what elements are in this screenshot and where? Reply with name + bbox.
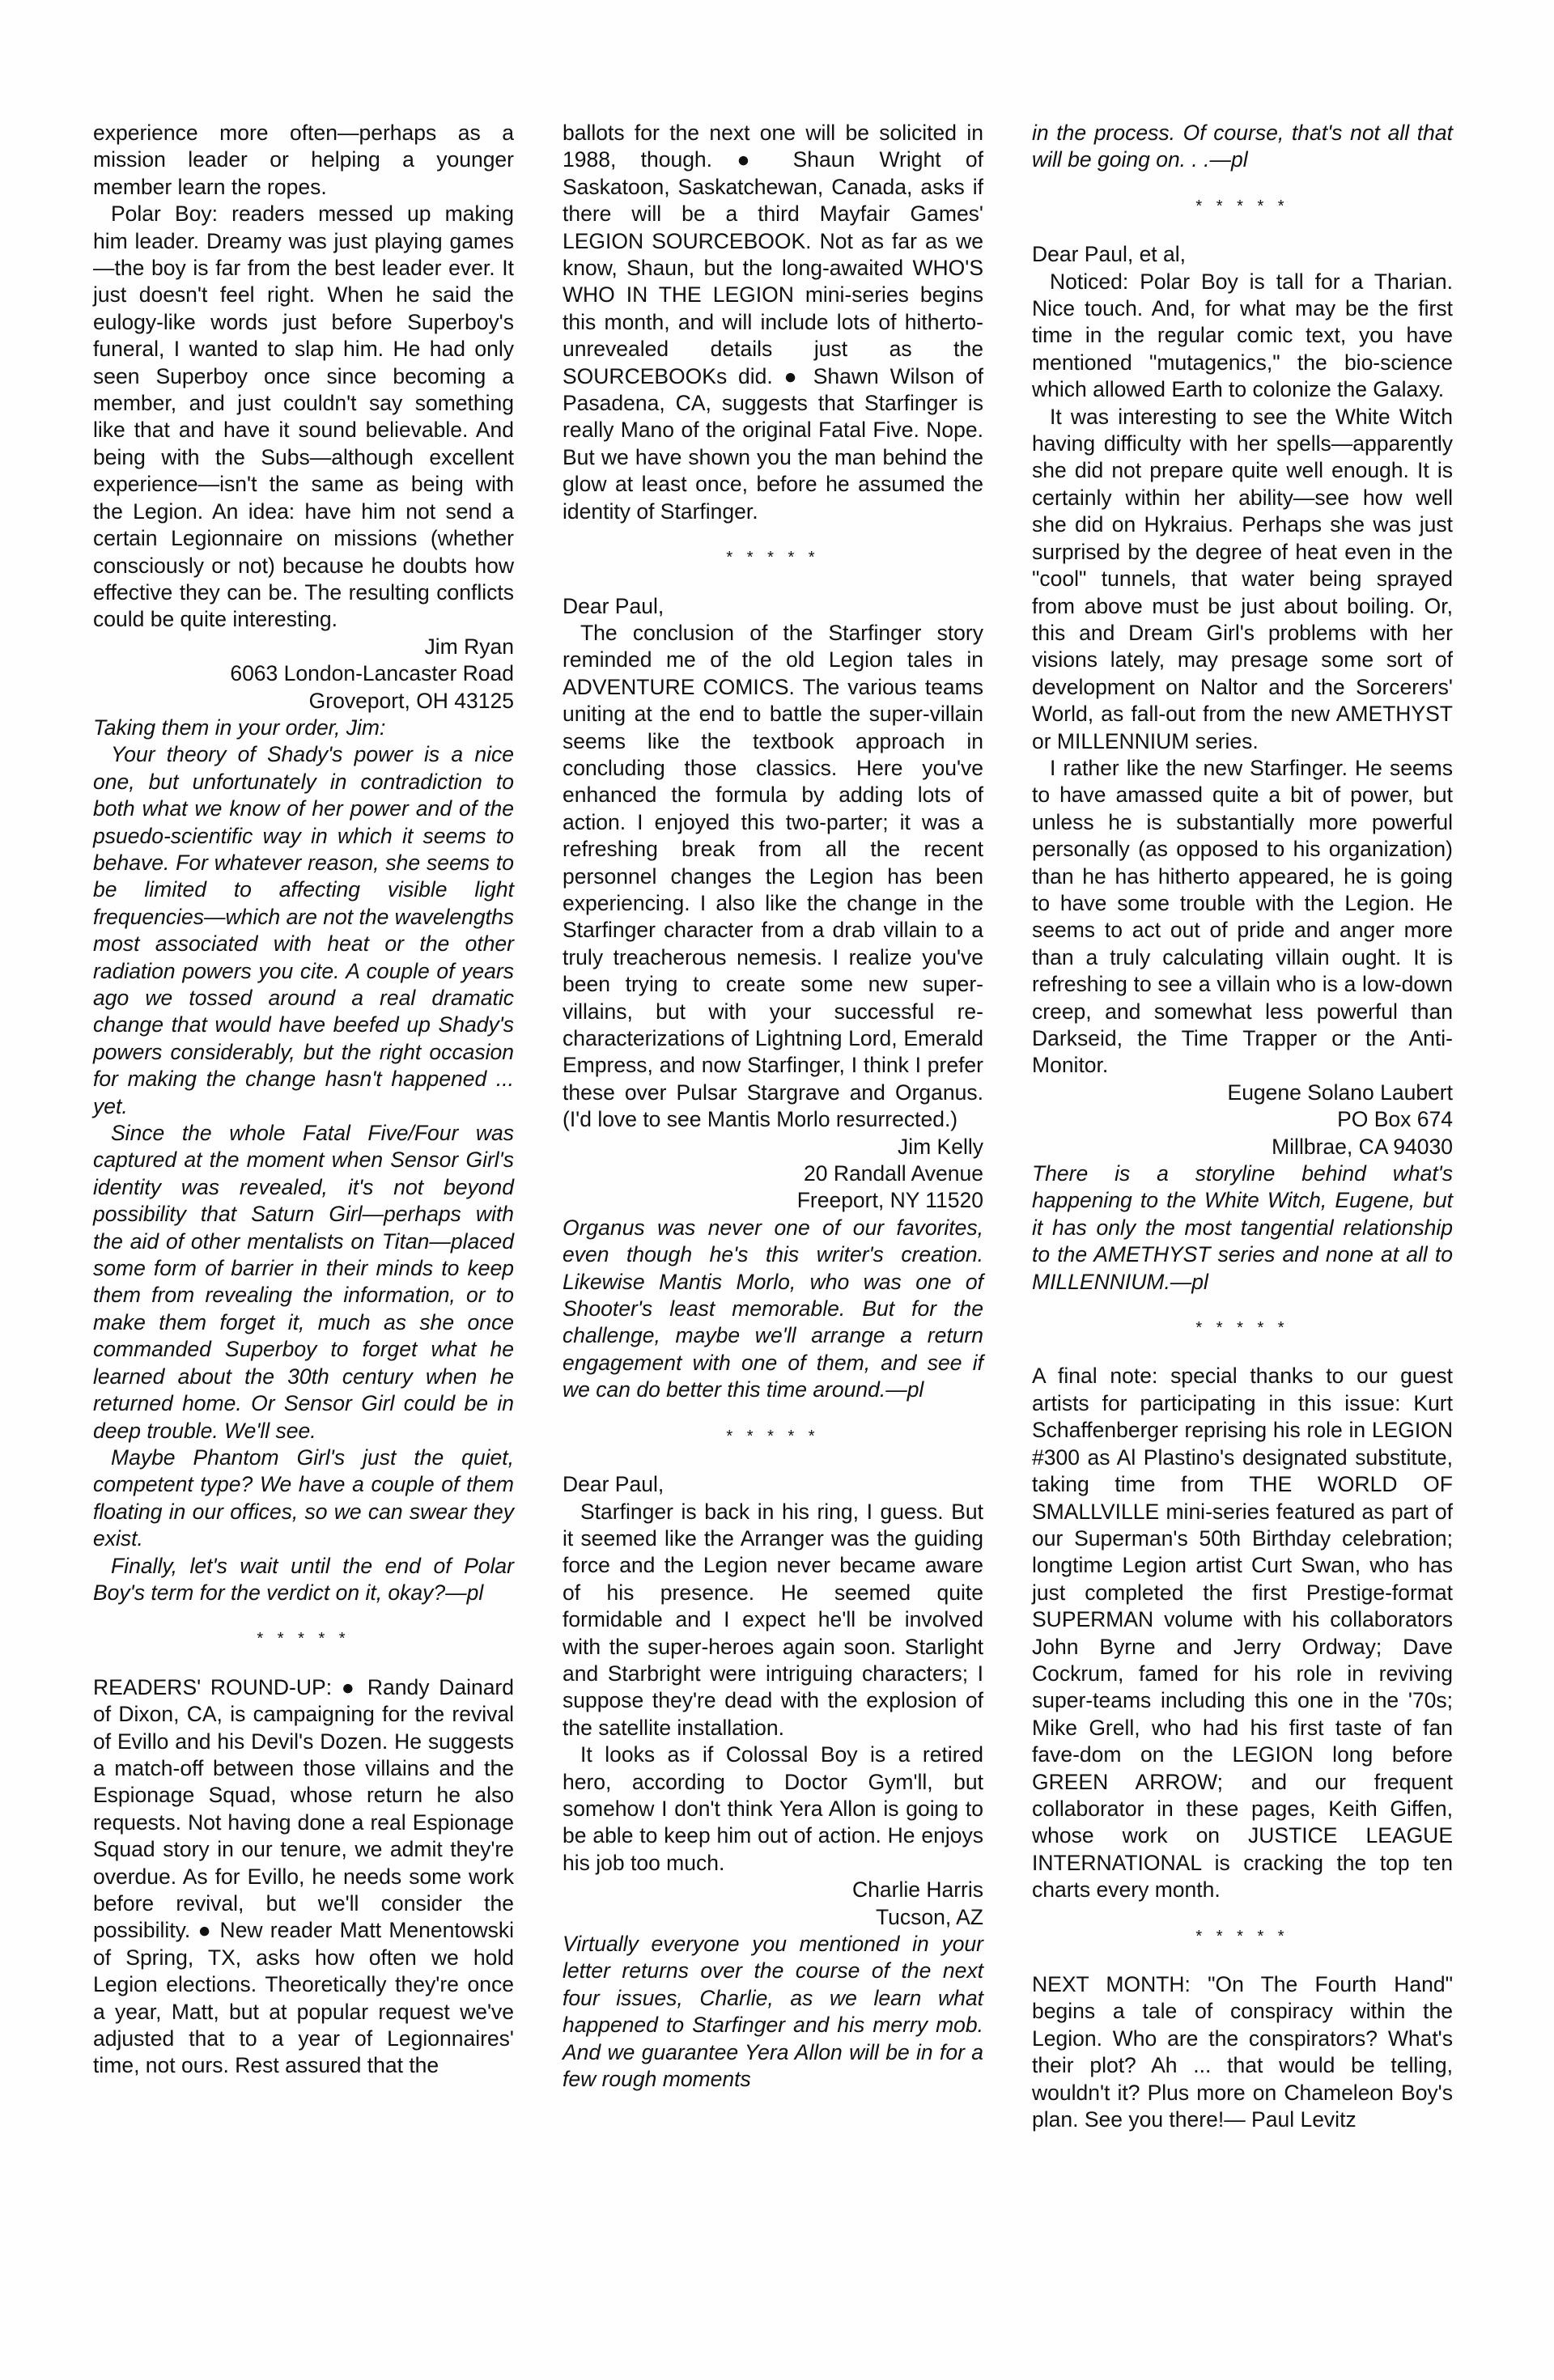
letter-paragraph: experience more often—perhaps as a mission leader or helping a younger member learn the ropes. — [93, 121, 514, 199]
next-month-blurb: NEXT MONTH: "On The Fourth Hand" begins a tale of conspiracy within the Legion. Who are the conspirators? What's their plot? Ah ... that would be telling, wouldn't it? Plus more on Chameleon Boy's plan. See you there!— Paul Levitz — [1032, 1972, 1453, 2132]
section-divider: * * * * * — [1195, 1927, 1289, 1945]
letter-paragraph: Noticed: Polar Boy is tall for a Tharian. Nice touch. And, for what may be the first time in the regular comic text, you have mentioned "mutagenics," the bio-science which allowed Earth to colonize the Galaxy. — [1032, 269, 1453, 402]
editor-reply: Virtually everyone you mentioned in your letter returns over the course of the next four issues, Charlie, as we learn what happened to Starfinger and his merry mob. And we guarantee Yera Allon will be in for a few rough moments — [563, 1932, 983, 2092]
readers-roundup: READERS' ROUND-UP: ● Randy Dainard of Dixon, CA, is campaigning for the revival of Evillo and his Devil's Dozen. He suggests a match-off between those villains and the Espionage Squad, whose return he also requests. Not having done a real Espionage Squad story in our tenure, we admit they're overdue. As for Evillo, he needs some work before revival, but we'll consider the possibility. ● New reader Matt Menentowski of Spring, TX, asks how often we hold Legion elections. Theoretically they're once a year, Matt, but at popular request we've adjusted that to a year of Legionnaires' time, not ours. Rest assured that the — [93, 1674, 514, 2078]
letter-signature-city: Tucson, AZ — [875, 1904, 983, 1929]
letter-paragraph: It was interesting to see the White Witch having difficulty with her spells—apparently she did not prepare quite well enough. It is certainly within her ability—see how well she did on Hykraius. Perhaps she was just surprised by the degree of heat even in the "cool" tunnels, that water being sprayed from above must be just about boiling. Or, this and Dream Girl's problems with her visions lately, may presage some sort of development on Naltor and the Sorcerers' World, as fall-out from the new AMETHYST or MILLENNIUM series. — [1032, 404, 1453, 753]
section-divider: * * * * * — [726, 1427, 820, 1445]
letter-salutation: Dear Paul, — [563, 593, 664, 618]
letter-paragraph: It looks as if Colossal Boy is a retired hero, according to Doctor Gym'll, but somehow I don't think Yera Allon is going to be able to keep him out of action. He enjoys his job too much. — [563, 1742, 983, 1875]
editor-reply: Since the whole Fatal Five/Four was captured at the moment when Sensor Girl's identity was revealed, it's not beyond possibility that Saturn Girl—perhaps with the aid of other mentalists on Titan—placed some form of barrier in their minds to keep them from revealing the information, or to make them forget it, much as she once commanded Superboy to forget what he learned about the 30th century when he returned home. Or Sensor Girl could be in deep trouble. We'll see. — [93, 1121, 514, 1443]
letter-signature-name: Eugene Solano Laubert — [1227, 1080, 1453, 1105]
letter-salutation: Dear Paul, — [563, 1472, 664, 1497]
section-divider: * * * * * — [726, 549, 820, 567]
readers-roundup-continued: ballots for the next one will be solicited in 1988, though. ● Shaun Wright of Saskatoon, Saskatchewan, Canada, asks if there will be a third Mayfair Games' LEGION SOURCEBOOK. Not as far as we know, Shaun, but the long-awaited WHO'S WHO IN THE LEGION mini-series begins this month, and will include lots of hitherto-unrevealed details just as the SOURCEBOOKs did. ● Shawn Wilson of Pasadena, CA, suggests that Starfinger is really Mano of the original Fatal Five. Nope. But we have shown you the man behind the glow at least once, before he assumed the identity of Starfinger. — [563, 121, 983, 524]
letter-signature-city: Freeport, NY 11520 — [796, 1188, 983, 1213]
letter-paragraph: Polar Boy: readers messed up making him leader. Dreamy was just playing games—the boy is far from the best leader ever. It just doesn't feel right. When he said the eulogy-like words just before Superboy's funeral, I wanted to slap him. He had only seen Superboy once since becoming a member, and just couldn't say something like that and have it sound believable. And being with the Subs—although excellent experience—isn't the same as being with the Legion. An idea: have him not send a certain Legionnaire on missions (whether consciously or not) because he doubts how effective they can be. The resulting conflicts could be quite interesting. — [93, 202, 514, 632]
section-divider: * * * * * — [1195, 1319, 1289, 1338]
editor-reply: Your theory of Shady's power is a nice one, but unfortunately in contradiction to both what we know of her power and of the psuedo-scientific way in which it seems to behave. For whatever reason, she seems to be limited to affecting visible light frequencies—which are not the wavelengths most associated with heat or the other radiation powers you cite. A couple of years ago we tossed around a real dramatic change that would have beefed up Shady's powers considerably, but the right occasion for making the change hasn't happened ... yet. — [93, 742, 514, 1118]
section-divider: * * * * * — [257, 1630, 350, 1648]
editor-reply-continued: in the process. Of course, that's not all that will be going on. . .—pl — [1032, 121, 1453, 172]
final-note: A final note: special thanks to our guest artists for participating in this issue: Kurt Schaffenberger reprising his role in LEGION #300 as Al Plastino's designated substitute, taking time from THE WORLD OF SMALLVILLE mini-series featured as part of our Superman's 50th Birthday celebration; longtime Legion artist Curt Swan, who has just completed the first Prestige-format SUPERMAN volume with his collaborators John Byrne and Jerry Ordway; Dave Cockrum, famed for his role in reviving super-teams including this one in the '70s; Mike Grell, who had his first taste of fan fave-dom on the LEGION long before GREEN ARROW; and our frequent collaborator in these pages, Keith Giffen, whose work on JUSTICE LEAGUE INTERNATIONAL is cracking the top ten charts every month. — [1032, 1364, 1453, 1903]
column-3 — [1032, 120, 1453, 2133]
editor-reply: Organus was never one of our favorites, even though he's this writer's creation. Likewise Mantis Morlo, who was one of Shooter's least memorable. But for the challenge, maybe we'll arrange a return engagement with one of them, and see if we can do better this time around.—pl — [563, 1215, 983, 1402]
letter-salutation: Dear Paul, et al, — [1032, 242, 1187, 267]
letter-signature-name: Jim Ryan — [424, 634, 514, 659]
editor-reply: There is a storyline behind what's happening to the White Witch, Eugene, but it has only the most tangential relationship to the AMETHYST series and none at all to MILLENNIUM.—pl — [1032, 1161, 1453, 1294]
column-2 — [563, 120, 983, 2093]
editor-reply: Finally, let's wait until the end of Polar Boy's term for the verdict on it, okay?—pl — [93, 1553, 514, 1605]
editor-reply: Maybe Phantom Girl's just the quiet, competent type? We have a couple of them floating in our offices, so we can swear they exist. — [93, 1445, 514, 1551]
letter-signature-address: 6063 London-Lancaster Road — [230, 661, 514, 686]
editor-reply: Taking them in your order, Jim: — [93, 715, 386, 740]
letter-signature-address: 20 Randall Avenue — [803, 1161, 983, 1186]
letter-paragraph: Starfinger is back in his ring, I guess. But it seemed like the Arranger was the guiding force and the Legion never became aware of his presence. He seemed quite formidable and I expect he'll be involved with the super-heroes again soon. Starlight and Starbright were intriguing characters; I suppose they're dead with the explosion of the satellite installation. — [563, 1499, 983, 1740]
letter-signature-city: Millbrae, CA 94030 — [1272, 1134, 1453, 1159]
section-divider: * * * * * — [1195, 197, 1289, 215]
letter-signature-name: Jim Kelly — [897, 1134, 983, 1159]
letter-paragraph: The conclusion of the Starfinger story reminded me of the old Legion tales in ADVENTURE COMICS. The various teams uniting at the end to battle the super-villain seems like the textbook approach in concluding those classics. Here you've enhanced the formula by adding lots of action. I enjoyed this two-parter; it was a refreshing break from all the recent personnel changes the Legion has been experiencing. I also like the change in the Starfinger character from a drab villain to a truly treacherous nemesis. I realize you've been trying to create some new super-villains, but with your successful re-characterizations of Lightning Lord, Emerald Empress, and now Starfinger, I think I prefer these over Pulsar Stargrave and Organus. (I'd love to see Mantis Morlo resurrected.) — [563, 620, 983, 1132]
letter-signature-name: Charlie Harris — [852, 1877, 983, 1903]
letter-signature-address: PO Box 674 — [1337, 1107, 1453, 1132]
column-1 — [93, 120, 514, 2080]
letter-signature-city: Groveport, OH 43125 — [308, 688, 514, 713]
letter-paragraph: I rather like the new Starfinger. He seems to have amassed quite a bit of power, but unless he is substantially more powerful personally (as opposed to his organization) than he has hitherto appeared, he is going to have some trouble with the Legion. He seems to act out of pride and anger more than a truly calculating villain ought. It is refreshing to see a villain who is a low-down creep, and somewhat less powerful than Darkseid, the Time Trapper or the Anti-Monitor. — [1032, 755, 1453, 1078]
